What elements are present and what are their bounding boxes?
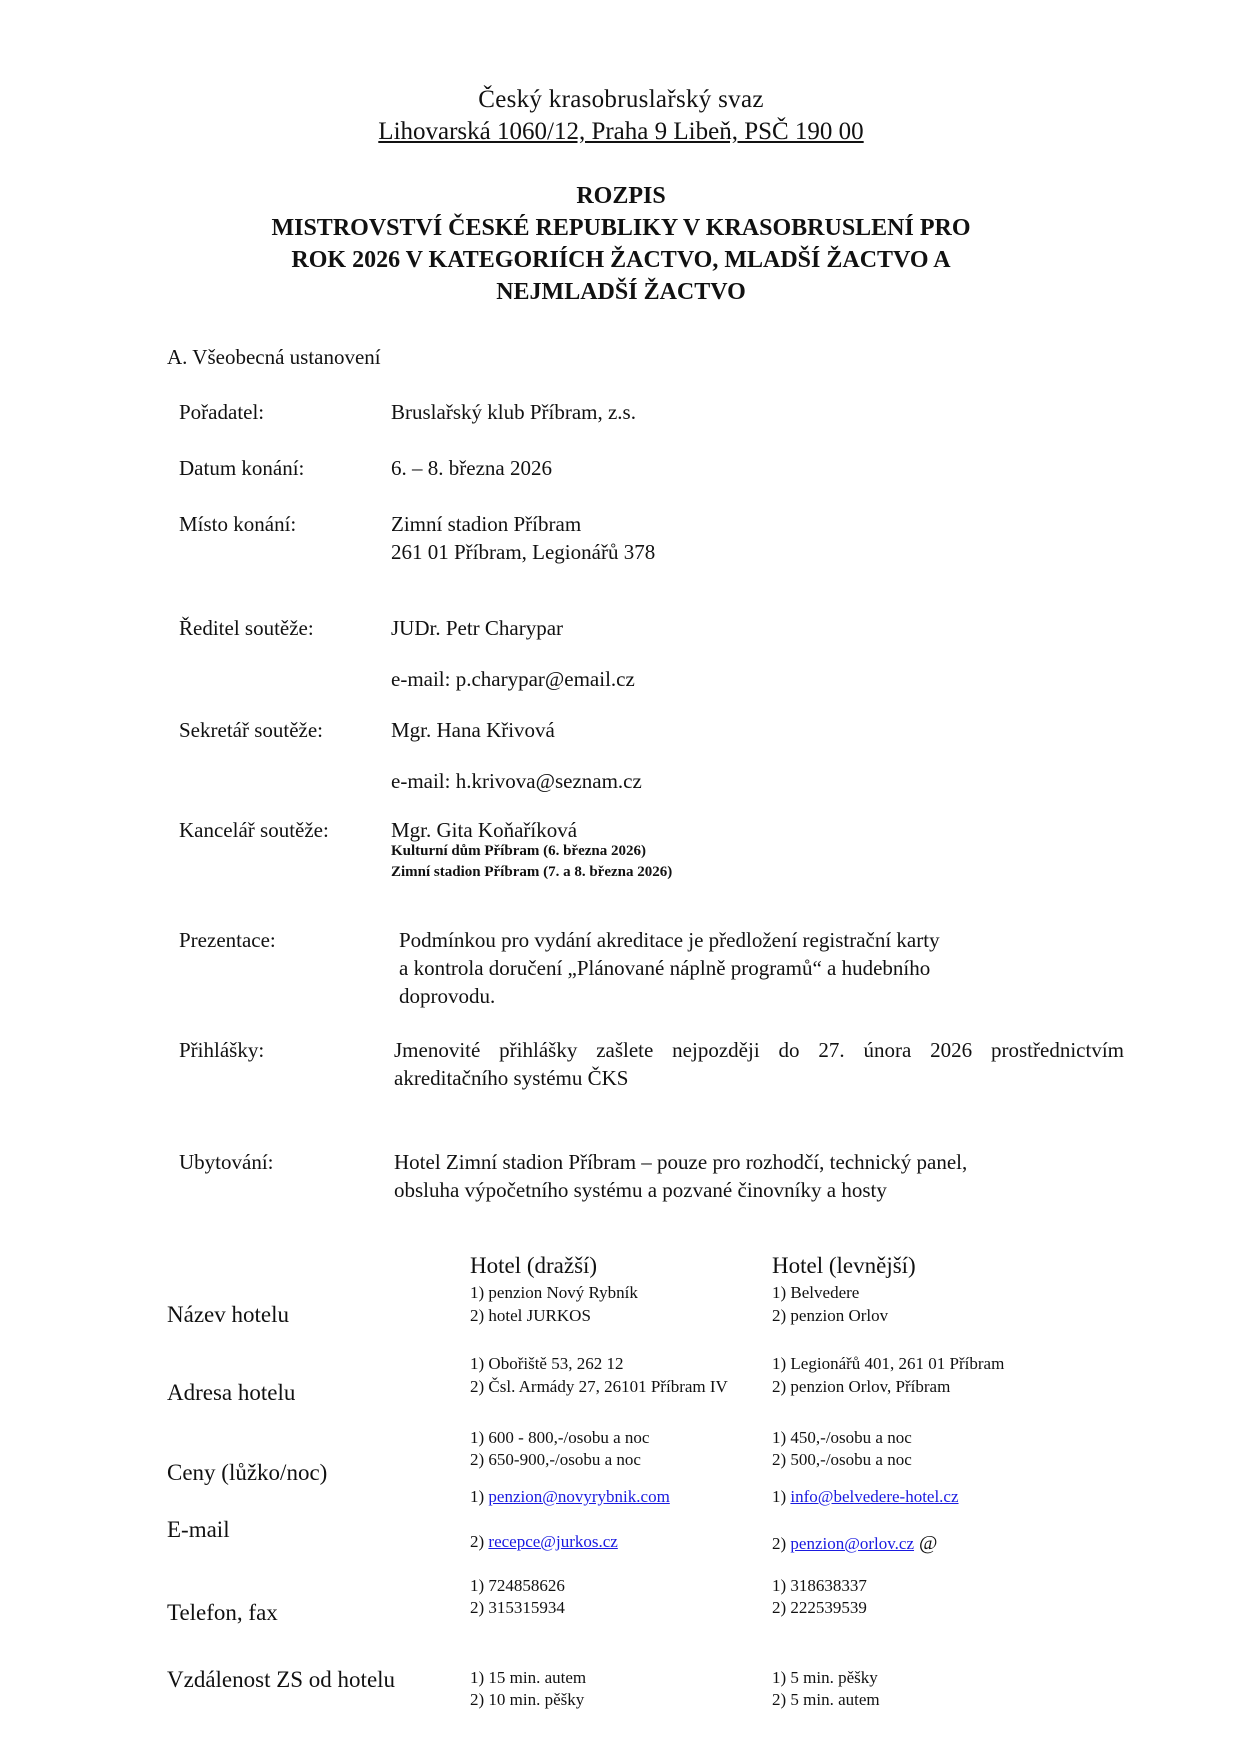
list-number: 1) bbox=[772, 1487, 791, 1506]
organizer-value: Bruslařský klub Příbram, z.s. bbox=[391, 400, 636, 424]
list-number: 2) bbox=[772, 1534, 791, 1553]
hotel-name-expensive-2: 2) hotel JURKOS bbox=[470, 1306, 591, 1325]
hotel-name-cheaper-2: 2) penzion Orlov bbox=[772, 1306, 889, 1325]
hotel-phone-expensive-1: 1) 724858626 bbox=[470, 1576, 565, 1595]
hotel-price-label: Ceny (lůžko/noc) bbox=[167, 1460, 328, 1485]
accommodation-line-2: obsluha výpočetního systému a pozvané činovníky a hosty bbox=[394, 1178, 887, 1202]
hotel-address-label: Adresa hotelu bbox=[167, 1380, 296, 1405]
hotel-email-cheaper-1-link[interactable]: info@belvedere-hotel.cz bbox=[790, 1487, 959, 1506]
hotel-distance-label: Vzdálenost ZS od hotelu bbox=[167, 1667, 396, 1692]
director-name: JUDr. Petr Charypar bbox=[391, 616, 564, 640]
office-note-1: Kulturní dům Příbram (6. března 2026) bbox=[391, 843, 646, 859]
title-line-4: NEJMLADŠÍ ŽACTVO bbox=[496, 279, 746, 305]
venue-line-1: Zimní stadion Příbram bbox=[391, 512, 582, 536]
hotel-email-cheaper-2-row bbox=[772, 1532, 937, 1555]
list-number: 1) bbox=[470, 1487, 489, 1506]
accommodation-line-1: Hotel Zimní stadion Příbram – pouze pro rozhodčí, technický panel, bbox=[394, 1150, 968, 1174]
section-heading: A. Všeobecná ustanovení bbox=[167, 345, 381, 369]
at-sign-text: @ bbox=[914, 1532, 938, 1554]
date-label: Datum konání: bbox=[179, 456, 305, 480]
organization-address: Lihovarská 1060/12, Praha 9 Libeň, PSČ 190 00 bbox=[378, 118, 864, 145]
hotel-column-cheaper-header: Hotel (levnější) bbox=[772, 1253, 916, 1278]
hotel-phone-expensive-2: 2) 315315934 bbox=[470, 1598, 565, 1617]
title-line-3: ROK 2026 V KATEGORIÍCH ŽACTVO, MLADŠÍ ŽACTVO A bbox=[291, 247, 951, 273]
hotel-address-expensive-1: 1) Obořiště 53, 262 12 bbox=[470, 1354, 624, 1373]
hotel-email-label: E-mail bbox=[167, 1517, 230, 1542]
venue-line-2: 261 01 Příbram, Legionářů 378 bbox=[391, 540, 656, 564]
title-line-1: ROZPIS bbox=[576, 183, 666, 209]
director-label: Ředitel soutěže: bbox=[179, 616, 314, 640]
registration-line-1: Jmenovité přihlášky zašlete nejpozději do 27. února 2026 prostřednictvím bbox=[394, 1038, 1124, 1062]
hotel-distance-cheaper-1: 1) 5 min. pěšky bbox=[772, 1668, 878, 1687]
secretary-name: Mgr. Hana Křivová bbox=[391, 718, 555, 742]
hotel-distance-cheaper-2: 2) 5 min. autem bbox=[772, 1690, 880, 1709]
presentation-line-3: doprovodu. bbox=[399, 984, 496, 1008]
hotel-phone-cheaper-1: 1) 318638337 bbox=[772, 1576, 867, 1595]
hotel-name-expensive-1: 1) penzion Nový Rybník bbox=[470, 1283, 638, 1302]
presentation-label: Prezentace: bbox=[179, 928, 276, 952]
venue-label: Místo konání: bbox=[179, 512, 297, 536]
presentation-line-2: a kontrola doručení „Plánované náplně programů“ a hudebního bbox=[399, 956, 931, 980]
hotel-email-expensive-1-row bbox=[470, 1487, 670, 1507]
hotel-address-expensive-2: 2) Čsl. Armády 27, 26101 Příbram IV bbox=[470, 1377, 728, 1396]
secretary-email: e-mail: h.krivova@seznam.cz bbox=[391, 769, 642, 793]
hotel-email-cheaper-2-link[interactable]: penzion@orlov.cz bbox=[790, 1534, 915, 1553]
registration-line-2: akreditačního systému ČKS bbox=[394, 1066, 629, 1090]
hotel-phone-label: Telefon, fax bbox=[167, 1600, 278, 1625]
list-number: 2) bbox=[470, 1532, 489, 1551]
hotel-email-expensive-2-row bbox=[470, 1532, 618, 1552]
organization-name: Český krasobruslařský svaz bbox=[478, 86, 764, 113]
hotel-email-expensive-1-link[interactable]: penzion@novyrybnik.com bbox=[488, 1487, 670, 1506]
office-note-2: Zimní stadion Příbram (7. a 8. března 2026) bbox=[391, 864, 673, 880]
title-line-2: MISTROVSTVÍ ČESKÉ REPUBLIKY V KRASOBRUSLENÍ PRO bbox=[271, 215, 971, 241]
hotel-phone-cheaper-2: 2) 222539539 bbox=[772, 1598, 867, 1617]
director-email: e-mail: p.charypar@email.cz bbox=[391, 667, 635, 691]
hotel-email-cheaper-1-row bbox=[772, 1487, 959, 1507]
office-name: Mgr. Gita Koňaříková bbox=[391, 818, 578, 842]
hotel-price-cheaper-2: 2) 500,-/osobu a noc bbox=[772, 1450, 912, 1469]
secretary-label: Sekretář soutěže: bbox=[179, 718, 324, 742]
hotel-address-cheaper-2: 2) penzion Orlov, Příbram bbox=[772, 1377, 951, 1396]
date-value: 6. – 8. března 2026 bbox=[391, 456, 552, 480]
hotel-distance-expensive-2: 2) 10 min. pěšky bbox=[470, 1690, 585, 1709]
hotel-column-expensive-header: Hotel (dražší) bbox=[470, 1253, 598, 1278]
hotel-distance-expensive-1: 1) 15 min. autem bbox=[470, 1668, 587, 1687]
hotel-price-expensive-1: 1) 600 - 800,-/osobu a noc bbox=[470, 1428, 650, 1447]
hotel-email-expensive-2-link[interactable]: recepce@jurkos.cz bbox=[488, 1532, 618, 1551]
accommodation-label: Ubytování: bbox=[179, 1150, 274, 1174]
organizer-label: Pořadatel: bbox=[179, 400, 265, 424]
hotel-name-cheaper-1: 1) Belvedere bbox=[772, 1283, 860, 1302]
hotel-price-cheaper-1: 1) 450,-/osobu a noc bbox=[772, 1428, 912, 1447]
registration-label: Přihlášky: bbox=[179, 1038, 265, 1062]
office-label: Kancelář soutěže: bbox=[179, 818, 329, 842]
hotel-name-label: Název hotelu bbox=[167, 1302, 289, 1327]
hotel-address-cheaper-1: 1) Legionářů 401, 261 01 Příbram bbox=[772, 1354, 1005, 1373]
presentation-line-1: Podmínkou pro vydání akreditace je předložení registrační karty bbox=[399, 928, 940, 952]
hotel-price-expensive-2: 2) 650-900,-/osobu a noc bbox=[470, 1450, 641, 1469]
